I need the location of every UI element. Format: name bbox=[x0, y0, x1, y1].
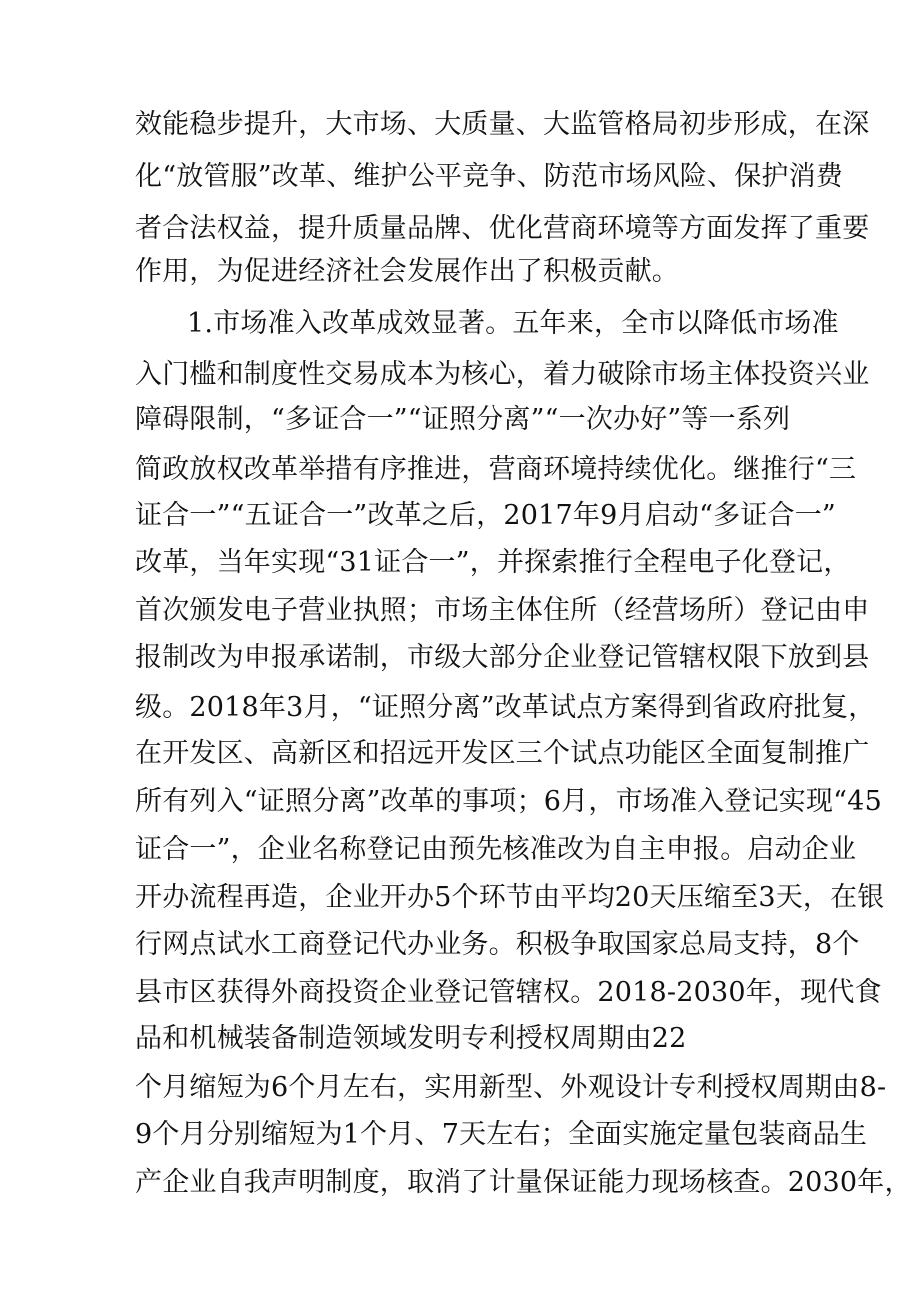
text-line: 个月缩短为6个月左右，实用新型、外观设计专利授权周期由8- bbox=[135, 1072, 887, 1103]
text-line: 效能稳步提升，大市场、大质量、大监管格局初步形成，在深 bbox=[135, 109, 870, 140]
text-line: 化“放管服”改革、维护公平竞争、防范市场风险、保护消费 bbox=[135, 161, 844, 192]
text-line: 入门槛和制度性交易成本为核心，着力破除市场主体投资兴业 bbox=[135, 359, 870, 390]
text-line: 开办流程再造，企业开办5个环节由平均20天压缩至3天，在银 bbox=[135, 882, 885, 913]
text-line: 简政放权改革举措有序推进，营商环境持续优化。继推行“三 bbox=[135, 454, 857, 485]
text-line: 品和机械装备制造领域发明专利授权周期由22 bbox=[135, 1023, 687, 1054]
text-line: 在开发区、高新区和招远开发区三个试点功能区全面复制推广 bbox=[135, 738, 870, 769]
text-line: 改革，当年实现“31证合一”，并探索推行全程电子化登记， bbox=[135, 547, 851, 578]
text-line: 作用，为促进经济社会发展作出了积极贡献。 bbox=[135, 256, 679, 287]
text-line: 级。2018年3月，“证照分离”改革试点方案得到省政府批复， bbox=[135, 692, 876, 723]
text-line: 报制改为申报承诺制，市级大部分企业登记管辖权限下放到县 bbox=[135, 642, 870, 673]
text-line: 行网点试水工商登记代办业务。积极争取国家总局支持，8个 bbox=[135, 929, 860, 960]
text-line: 障碍限制，“多证合一”“证照分离”“一次办好”等一系列 bbox=[135, 404, 791, 435]
text-line: 县市区获得外商投资企业登记管辖权。2018-2030年，现代食 bbox=[135, 977, 882, 1008]
text-line: 首次颁发电子营业执照；市场主体住所（经营场所）登记由申 bbox=[135, 595, 870, 626]
paragraph-heading-line: 1.市场准入改革成效显著。五年来，全市以降低市场准 bbox=[187, 308, 839, 339]
text-line: 者合法权益，提升质量品牌、优化营商环境等方面发挥了重要 bbox=[135, 213, 870, 244]
text-line: 9个月分别缩短为1个月、7天左右；全面实施定量包装商品生 bbox=[135, 1119, 868, 1150]
text-line: 证合一”“五证合一”改革之后，2017年9月启动“多证合一” bbox=[135, 500, 836, 531]
text-line: 产企业自我声明制度，取消了计量保证能力现场核查。2030年， bbox=[135, 1167, 912, 1198]
text-line: 所有列入“证照分离”改革的事项；6月，市场准入登记实现“45 bbox=[135, 786, 882, 817]
text-line: 证合一”，企业名称登记由预先核准改为自主申报。启动企业 bbox=[135, 834, 857, 865]
